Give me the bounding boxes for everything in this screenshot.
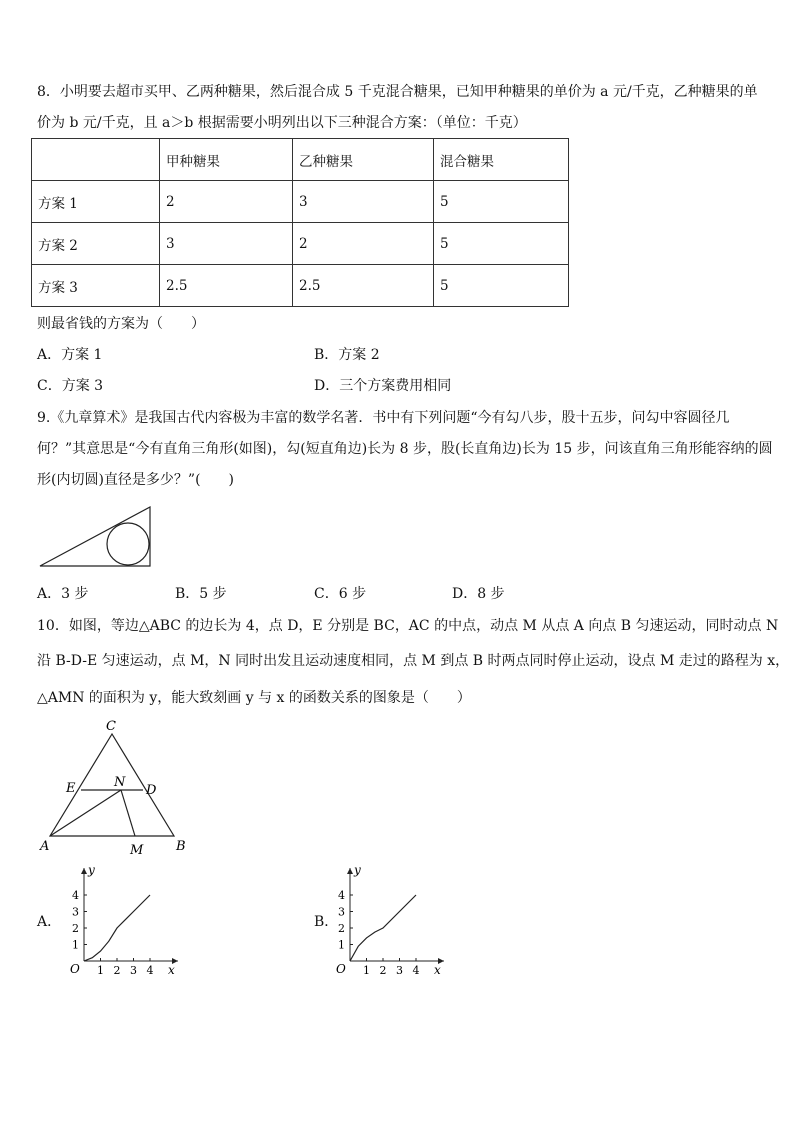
y-tick-label: 2	[72, 922, 79, 935]
q10-graph-a[interactable]	[60, 858, 185, 980]
label-d: D	[146, 783, 157, 798]
y-axis-label: y	[354, 863, 361, 877]
origin-label: O	[336, 962, 346, 976]
q10-text-line1: 10．如图，等边△ABC 的边长为 4，点 D，E 分别是 BC，AC 的中点，动点 M 从点 A 向点 B 匀速运动，同时动点 N	[37, 618, 779, 634]
table-row	[32, 223, 569, 265]
q9-triangle-figure	[36, 504, 156, 570]
q10-option-a-label[interactable]: A．	[37, 914, 62, 930]
right-triangle	[40, 507, 150, 566]
q8-text-line1: 8．小明要去超市买甲、乙两种糖果，然后混合成 5 千克混合糖果，已知甲种糖果的单价为 a 元/千克，乙种糖果的单	[37, 84, 758, 100]
label-c: C	[106, 719, 116, 734]
y-tick-label: 4	[338, 889, 345, 902]
table-row	[32, 181, 569, 223]
segment-an	[50, 790, 121, 836]
q9-text-line1: 9.《九章算术》是我国古代内容极为丰富的数学名著．书中有下列问题“今有勾八步，股十五步，问勾中容圆径几	[37, 410, 730, 426]
table-header-row	[32, 139, 569, 181]
table-header-cell	[32, 139, 160, 181]
x-tick-label: 1	[363, 964, 370, 977]
function-curve	[350, 895, 416, 961]
y-tick-label: 1	[72, 938, 79, 952]
q9-text-line3: 形(内切圆)直径是多少？”( )	[37, 472, 235, 488]
q8-plan-table	[31, 138, 569, 307]
q8-option-c[interactable]: C．方案 3	[37, 378, 104, 394]
q10-triangle-figure	[36, 716, 186, 858]
table-cell: 5	[434, 223, 569, 265]
x-tick-label: 4	[146, 964, 154, 977]
y-tick-label: 4	[72, 889, 79, 902]
x-tick-label: 3	[396, 964, 403, 977]
table-header-cell: 乙种糖果	[293, 139, 434, 181]
segment-nm	[121, 790, 135, 836]
y-axis-arrow	[81, 868, 87, 874]
q8-question: 则最省钱的方案为（ ）	[37, 316, 205, 332]
x-tick-label: 4	[412, 964, 420, 977]
function-curve	[84, 895, 150, 961]
q10-text-line3: △AMN 的面积为 y，能大致刻画 y 与 x 的函数关系的图象是（ ）	[37, 690, 471, 706]
inscribed-circle	[107, 523, 149, 565]
label-m: M	[130, 843, 144, 858]
table-row	[32, 265, 569, 307]
table-header-cell: 甲种糖果	[160, 139, 293, 181]
q9-option-d[interactable]: D．8 步	[452, 586, 505, 602]
table-cell: 2	[293, 223, 434, 265]
label-n: N	[114, 775, 126, 790]
q10-graph-b[interactable]	[326, 858, 451, 980]
label-e: E	[66, 781, 76, 796]
q8-option-d[interactable]: D．三个方案费用相同	[314, 378, 452, 394]
q8-option-a[interactable]: A．方案 1	[37, 347, 103, 363]
label-b: B	[176, 839, 186, 854]
y-tick-label: 1	[338, 938, 345, 952]
x-axis-label: x	[168, 963, 175, 977]
table-cell: 2.5	[160, 265, 293, 307]
table-cell: 3	[160, 223, 293, 265]
q9-option-b[interactable]: B．5 步	[175, 586, 227, 602]
label-a: A	[40, 839, 50, 854]
table-cell: 方案 1	[32, 181, 160, 223]
y-axis-arrow	[347, 868, 353, 874]
q9-option-a[interactable]: A．3 步	[37, 586, 89, 602]
table-cell: 3	[293, 181, 434, 223]
x-tick-label: 2	[113, 964, 121, 977]
q8-option-b[interactable]: B．方案 2	[314, 347, 380, 363]
x-axis-label: x	[434, 963, 441, 977]
q8-text-line2: 价为 b 元/千克，且 a＞b 根据需要小明列出以下三种混合方案：（单位：千克）	[37, 115, 527, 131]
y-tick-label: 3	[72, 905, 79, 919]
table-cell: 方案 3	[32, 265, 160, 307]
table-cell: 2.5	[293, 265, 434, 307]
y-tick-label: 3	[338, 905, 345, 919]
x-tick-label: 1	[97, 964, 104, 977]
table-cell: 5	[434, 181, 569, 223]
x-tick-label: 2	[379, 964, 387, 977]
table-cell: 2	[160, 181, 293, 223]
q9-text-line2: 何？”其意思是“今有直角三角形(如图)，勾(短直角边)长为 8 步，股(长直角边)长为 15 步，问该直角三角形能容纳的圆	[37, 441, 773, 457]
table-header-cell: 混合糖果	[434, 139, 569, 181]
q9-option-c[interactable]: C．6 步	[314, 586, 367, 602]
q10-text-line2: 沿 B-D-E 匀速运动，点 M，N 同时出发且运动速度相同，点 M 到点 B 时两点同时停止运动，设点 M 走过的路程为 x，	[37, 653, 790, 669]
table-cell: 方案 2	[32, 223, 160, 265]
x-tick-label: 3	[130, 964, 137, 977]
y-axis-label: y	[88, 863, 95, 877]
table-cell: 5	[434, 265, 569, 307]
q10-option-b-label[interactable]: B．	[314, 914, 339, 930]
y-tick-label: 2	[338, 922, 345, 935]
origin-label: O	[70, 962, 80, 976]
